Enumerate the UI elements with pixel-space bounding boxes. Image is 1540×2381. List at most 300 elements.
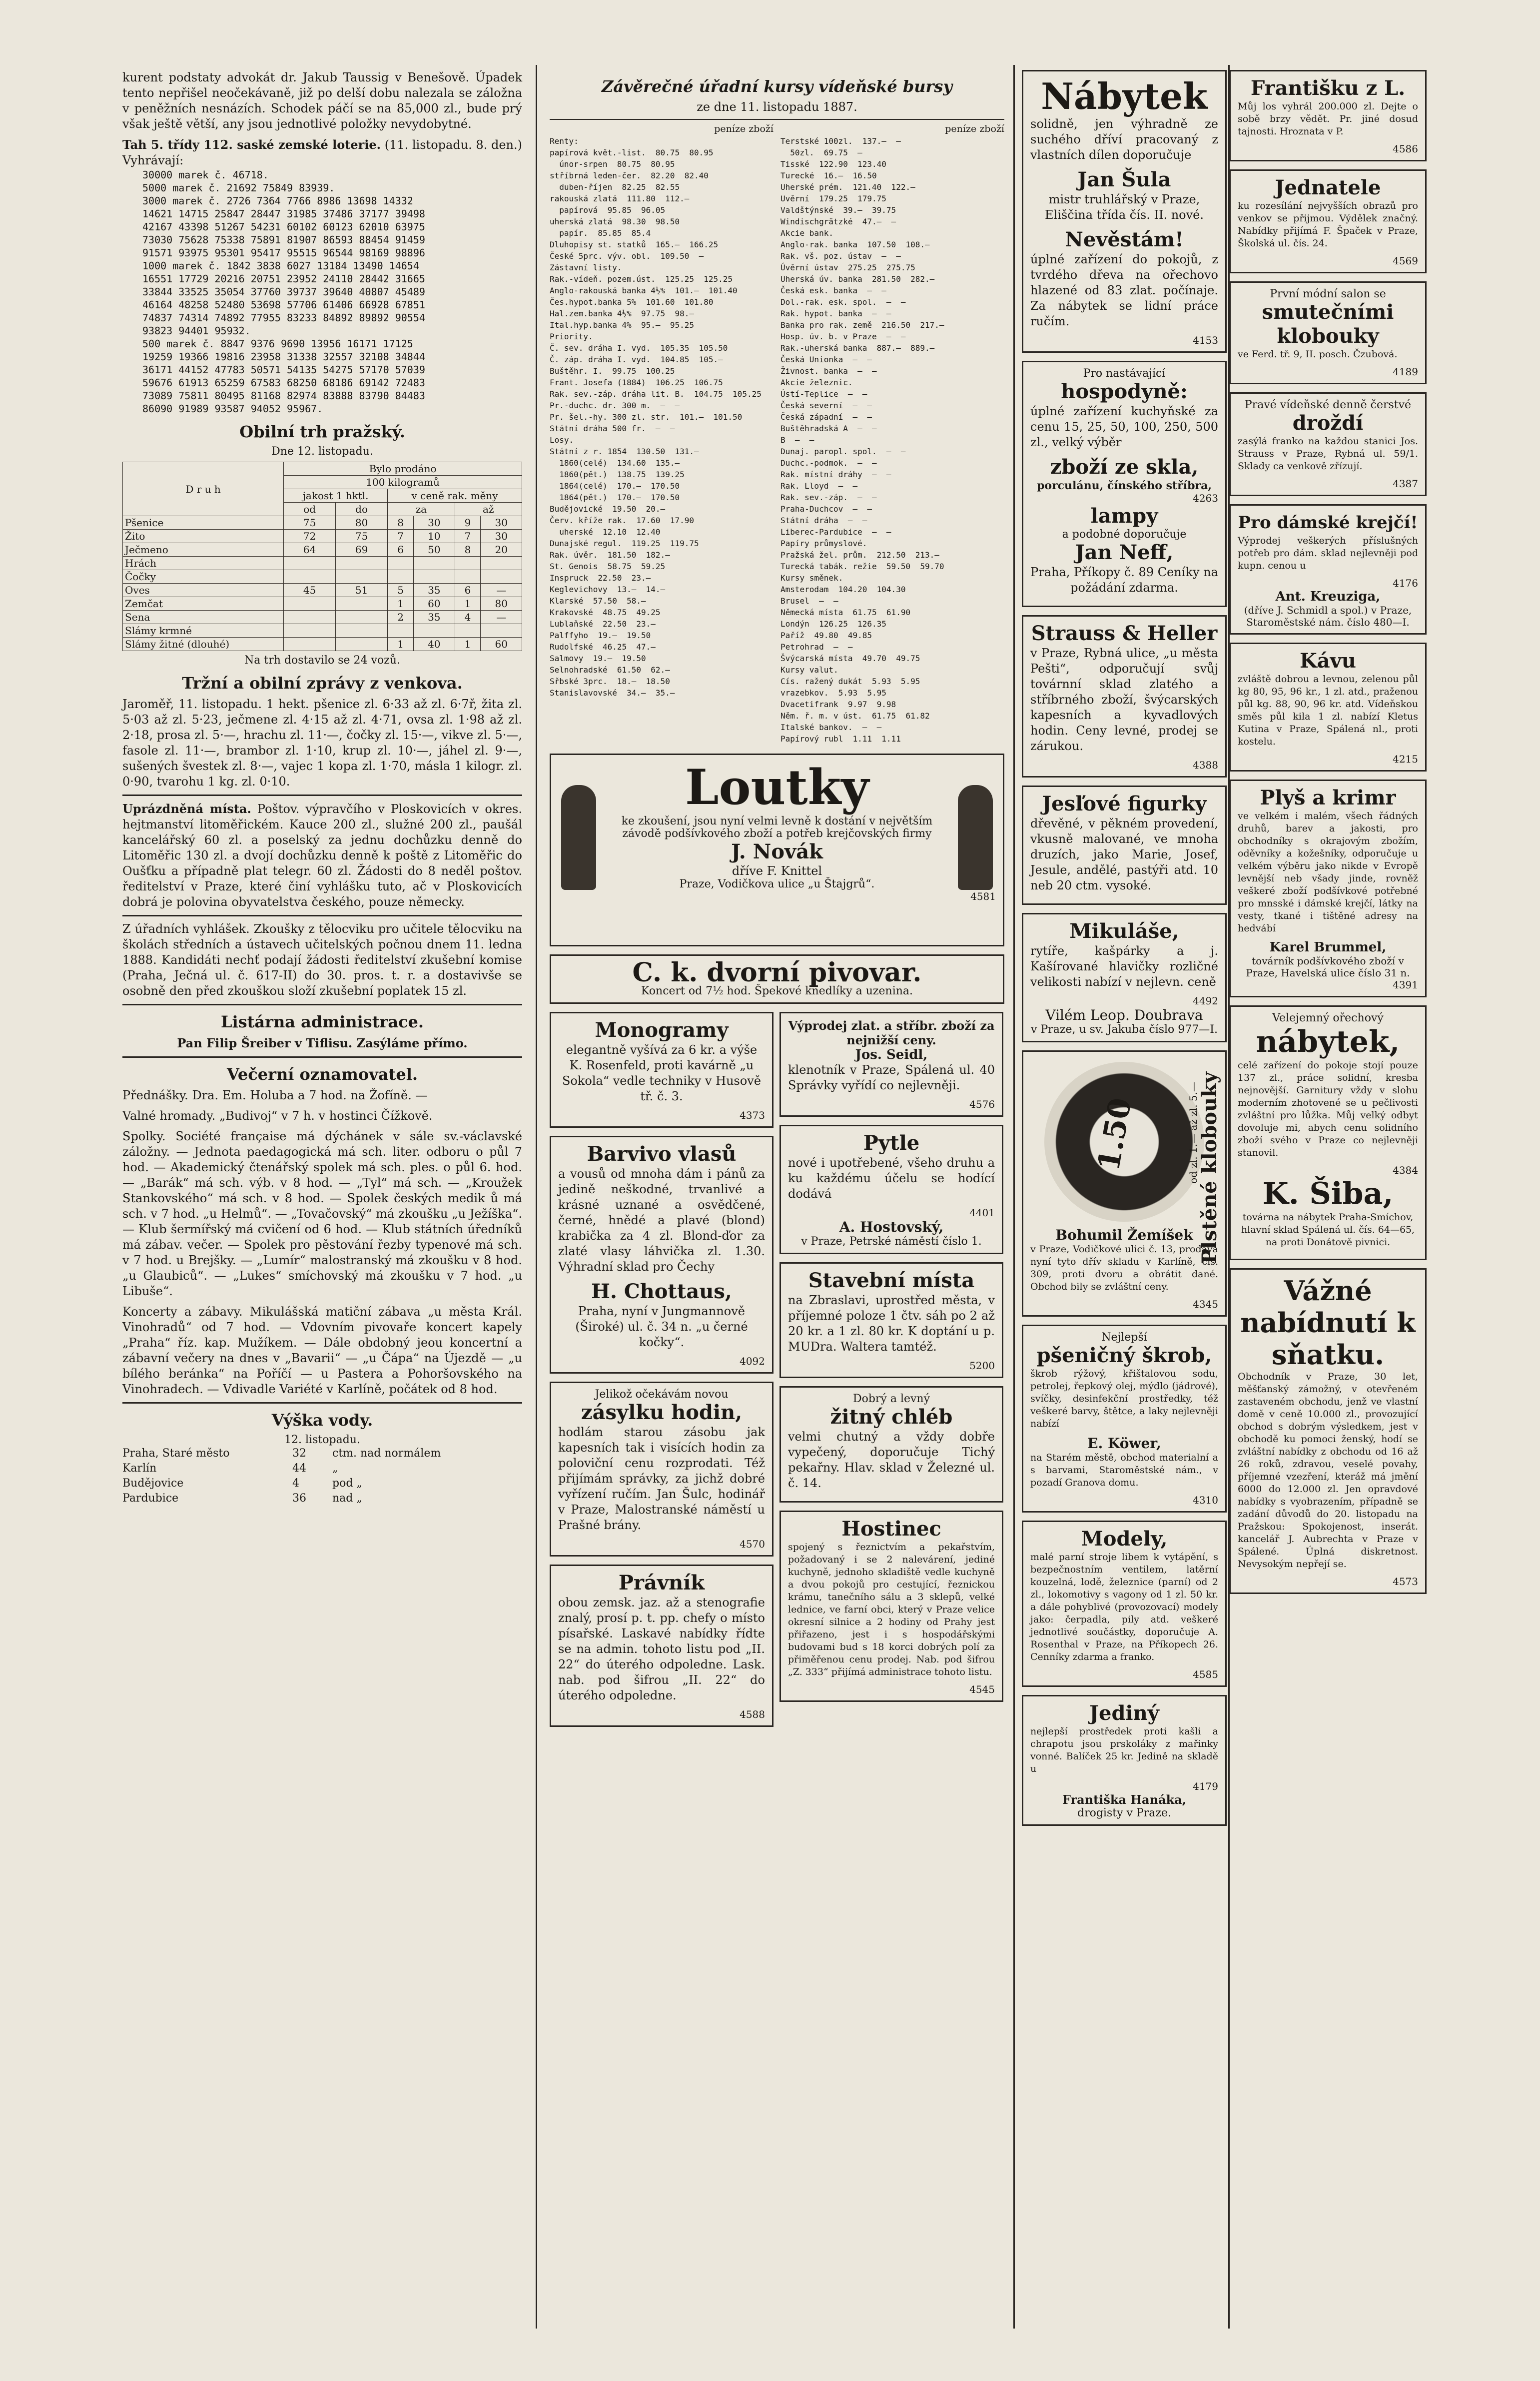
hospodyne-title: hospodyně: — [1061, 380, 1188, 403]
market-value-cell — [336, 557, 388, 570]
table-row — [123, 638, 522, 651]
water-place: Budějovice — [122, 1477, 184, 1490]
loutky-number: 4581 — [970, 890, 996, 902]
modely-number: 4585 — [1193, 1668, 1218, 1680]
pravnik-number: 4588 — [740, 1708, 765, 1720]
table-row — [123, 543, 522, 557]
notice-text: Z úřadních vyhlášek. Zkoušky z tělocviku pro učitele tělocviku na školách středních a ústavech učitelských počnou dnem 11. ledna 1888. Kandidáti nechť podají žádosti ředitelství zkušební komise (Praha, Ječná ul. č. 617-II) do 30. pros. t. r. a dostavivše se osobně den před zkouškou složí zkušební poplatek 15 zl. — [122, 922, 522, 998]
drozdi-text: zasýlá franko na každou stanici Jos. Strauss v Praze, Rybná ul. 59/1. Sklady ca venkově zřízují. — [1238, 436, 1418, 472]
exchange-head-money: peníze — [714, 123, 746, 134]
strauss-number: 4388 — [1193, 759, 1218, 771]
table-header-sold: Bylo prodáno — [284, 462, 522, 476]
nabytek-firm: Jan Šula — [1077, 168, 1171, 191]
market-value-cell: 2 — [388, 611, 414, 624]
plys-text: ve velkém i malém, všech řádných druhů, barev a jakosti, pro obchodníky s okrajovým zbožím, oděvníky a kožešníky, odporučuje u velkém výběru jako nikde v Evropě levnější neb všady jinde, rovněž veškeré zboží podšívkové potřebné pro mnsské i dámské krejčí, látky na vesty, tkané i tištěné adresy na hedvábí — [1238, 810, 1418, 934]
water-unit: pod „ — [332, 1477, 362, 1490]
market-value-cell: 64 — [284, 543, 336, 557]
market-value-cell: 75 — [284, 516, 336, 530]
hospodyne-title3: lampy — [1090, 504, 1158, 528]
market-value-cell: 7 — [455, 530, 481, 543]
evening-title: Večerní oznamovatel. — [227, 1065, 418, 1084]
market-value-cell: 35 — [414, 584, 455, 597]
country-title: Tržní a obilní zprávy z venkova. — [182, 674, 463, 693]
smutecni-pre: První módní salon se — [1270, 288, 1386, 300]
market-value-cell — [284, 570, 336, 584]
nabytek-title: Nábytek — [1041, 75, 1208, 117]
market-kind-cell: Zemčat — [123, 597, 284, 611]
water-date: 12. listopadu. — [284, 1434, 360, 1446]
lottery-subtitle: (11. listopadu. 8. den.) Vyhrávají: — [122, 138, 522, 167]
frantisek-text: Můj los vyhrál 200.000 zl. Dejte o sobě brzy vědět. Pr. jiné dosud tajnosti. Hroznata v P. — [1238, 101, 1418, 137]
table-row — [123, 530, 522, 543]
ad-pivovar — [550, 954, 1004, 1004]
market-value-cell — [455, 570, 481, 584]
market-value-cell — [336, 611, 388, 624]
ad-nabytek — [1022, 70, 1227, 353]
exchange-head-goods: zboží — [749, 123, 773, 134]
smutecni-title: smutečními klobouky — [1262, 300, 1394, 348]
hospodyne-number: 4263 — [1193, 492, 1218, 504]
frantisek-number: 4586 — [1393, 143, 1418, 155]
lottery-results: 30000 marek č. 46718. 5000 marek č. 21692 75849 83939. 3000 marek č. 2726 7364 7766 8986 13698 14332 14621 14715 25847 28447 31985 37486 37177 39498 42167 43398 51267 54231 60102 60123 62010 63975 73030 75628 75338 75891 81907 86593 88454 91459 91571 93975 95301 95417 95515 96544 98169 98896 1000 marek č. 1842 3838 6027 13184 13490 14654 16551 17729 20216 20751 23952 24110 28442 31665 33844 33525 35054 37760 39737 39640 40807 45489 46164 48258 52480 53698 57706 61406 66928 67851 74837 74314 74892 77955 83233 84892 89892 90554 93823 94401 95932. 500 marek č. 8847 9376 9690 13956 16171 17125 19259 19366 19816 23958 31338 32557 32108 34844 36171 44152 47783 50571 54135 54275 57170 57039 59676 61913 65259 67583 68250 68186 69142 72483 73089 75811 80495 81168 82974 83888 83790 84483 86090 91989 93587 94052 95967. — [142, 169, 425, 415]
ad-pytle — [779, 1125, 1003, 1254]
market-value-cell: 1 — [388, 597, 414, 611]
market-value-cell: 30 — [481, 530, 522, 543]
column-right-ads — [779, 1012, 1003, 1735]
stavebni-title: Stavební místa — [808, 1269, 975, 1292]
table-header-price: v ceně rak. měny — [388, 489, 522, 503]
column-rule — [536, 65, 537, 2329]
loutky-firm: J. Novák — [731, 840, 823, 863]
exchange-right: Terstské 100zl. 137.— — 50zl. 69.75 — Tisské 122.90 123.40 Turecké 16.— 16.50 Uherské prém. 121.40 122.— Uvěrní 179.25 179.75 Valdštýnské 39.— 39.75 Windischgrätzké 47.— — Akcie bank. Anglo-rak. banka 107.50 108.— Rak. vš. poz. ústav — — Úvěrní ústav 275.25 275.75 Uherská úv. banka 281.50 282.— Česká esk. banka — — Dol.-rak. esk. spol. — — Rak. hypot. banka — — Banka pro rak. země 216.50 217.— Hosp. úv. b. v Praze — — Rak.-uherská banka 887.— 889.— Česká Unionka — — Živnost. banka — — Akcie železnic. Ústí-Teplice — — Česká severní — — Česká západní — — Buštěhradská A — — B — — Dunaj. paropl. spol. — — Duchc.-podmok. — — Rak. místní dráhy — — Rak. Lloyd — — Rak. sev.-záp. — — Praha-Duchcov — — Státní dráha — — Liberec-Pardubice — — Papíry průmyslové. Pražská žel. prům. 212.50 213.— Turecká tabák. režie 59.50 59.70 Kursy směnek. Amsterodam 104.20 104.30 Brusel — — Německá místa 61.75 61.90 Londýn 126.25 126.35 Paříž 49.80 49.85 Petrohrad — — Švýcarská místa 49.70 49.75 Kursy valut. Cís. ražený dukát 5.93 5.95 vrazebkov. 5.93 5.95 Dvacetifrank 9.97 9.98 Něm. ř. m. v úst. 61.75 61.82 Italské bankov. — — Papírový rubl 1.11 1.11 — [780, 136, 944, 744]
market-value-cell: 45 — [284, 584, 336, 597]
jediny-address: drogisty v Praze. — [1077, 1807, 1171, 1819]
snatek-number: 4573 — [1393, 1576, 1418, 1587]
ad-mikulase — [1022, 913, 1227, 1042]
hospodyne-text: úplné zařízení kuchyňské za cenu 15, 25, 50, 100, 250, 500 zl., velký výběr — [1030, 404, 1218, 449]
ad-klobouky — [1022, 1050, 1227, 1317]
market-value-cell: 60 — [414, 597, 455, 611]
pytle-address: v Praze, Petrské náměstí číslo 1. — [801, 1235, 982, 1248]
skrob-text: škrob rýžový, křištalovou sodu, petrolej, řepkový olej, mýdlo (jádrové), svíčky, desinfekční prostředky, též veškeré barvy, štětce, a laky nejlevněji nabízí — [1030, 1368, 1218, 1429]
modely-text: malé parní stroje libem k vytápění, s bezpečnostním ventilem, latěrní kouzelná, lodě, železnice (parní) od 2 zl., lokomotivy s vagony od 1 zl. 50 kr. a dále pohyblivé (provozovací) modely jako: čerpadla, pily atd. veškeré jednotlivé součástky, doporučuje A. Rosenthal v Praze, na Příkopech 26. Cenníky zdarma a franko. — [1030, 1552, 1218, 1662]
ad-chleb — [779, 1386, 1003, 1503]
market-note: Na trh dostavilo se 24 vozů. — [244, 654, 400, 667]
exchange-title: Závěrečné úřadní kursy vídeňské bursy — [602, 77, 952, 96]
list-item: Přednášky. Dra. Em. Holuba a 7 hod. na Žofíně. — — [122, 1088, 428, 1102]
market-value-cell: 10 — [414, 530, 455, 543]
monogramy-number: 4373 — [740, 1109, 765, 1121]
table-row — [123, 624, 522, 638]
klobouky-text: v Praze, Vodičkové ulici č. 13, prodává nyní tyto dřív skladu v Karlíně, čís. 309, proti dvoru a obrátit dané. Obchod bily se zvláštní ceny. — [1030, 1244, 1218, 1292]
ad-strauss — [1022, 615, 1227, 778]
market-value-cell — [336, 638, 388, 651]
ad-plys — [1229, 780, 1427, 997]
market-value-cell: 1 — [455, 597, 481, 611]
ad-drozdi — [1229, 392, 1427, 496]
ad-skrob — [1022, 1325, 1227, 1513]
chleb-text: velmi chutný a vždy dobře vypečený, doporučuje Tichý pekařny. Hlav. sklad v Železné ul. č. 14. — [788, 1430, 995, 1490]
figurky-text: dřevěné, v pěkném provedení, vkusně malované, ve mnoha druzích, jako Marie, Josef, Jesule, andělé, pastýři atd. 10 neb 20 ctm. vysoké. — [1030, 816, 1218, 892]
water-place: Praha, Staré město — [122, 1447, 230, 1460]
market-value-cell: 8 — [388, 516, 414, 530]
jediny-number: 4179 — [1193, 1780, 1218, 1792]
ad-loutky — [550, 754, 1004, 946]
market-value-cell: 51 — [336, 584, 388, 597]
table-header-az: až — [455, 503, 522, 516]
drozdi-pre: Pravé vídeňské denně čerstvé — [1244, 399, 1412, 411]
market-value-cell — [455, 624, 481, 638]
ad-smutecni — [1229, 281, 1427, 384]
jediny-title: Jediný — [1089, 1701, 1159, 1725]
market-value-cell — [284, 638, 336, 651]
krejci-address: (dříve J. Schmidl a spol.) v Praze, Staroměstské nám. číslo 480—I. — [1244, 604, 1412, 628]
pivovar-text: Koncert od 7½ hod. Špekové knedlíky a uzenina. — [641, 985, 913, 997]
market-value-cell — [388, 557, 414, 570]
market-value-cell — [414, 557, 455, 570]
exchange-left: Renty: papírová květ.-list. 80.75 80.95 únor-srpen 80.75 80.95 stříbrná leden-čer. 82.20 82.40 duben-říjen 82.25 82.55 rakouská zlatá 111.80 112.— papírová 95.85 96.05 uherská zlatá 98.30 98.50 papír. 85.85 85.4 Dluhopisy st. statků 165.— 166.25 České 5prc. výv. obl. 109.50 — Zástavní listy. Rak.-vídeň. pozem.úst. 125.25 125.25 Anglo-rakouská banka 4½% 101.— 101.40 Čes.hypot.banka 5% 101.60 101.80 Hal.zem.banka 4½% 97.75 98.— Ital.hyp.banka 4% 95.— 95.25 Priority. Č. sev. dráha I. vyd. 105.35 105.50 Č. záp. dráha I. vyd. 104.85 105.— Buštěhr. I. 99.75 100.25 Frant. Josefa (1884) 106.25 106.75 Rak. sev.-záp. dráha lit. B. 104.75 105.25 Pr.-duchc. dr. 300 m. — — Pr. šel.-hy. 300 zl. str. 101.— 101.50 Státní dráha 500 fr. — — Losy. Státní z r. 1854 130.50 131.— 1860(celé) 134.60 135.— 1860(pět.) 138.75 139.25 1864(celé) 170.— 170.50 1864(pět.) 170.— 170.50 Budějovické 19.50 20.— Červ. kříže rak. 17.60 17.90 uherské 12.10 12.40 Dunajské regul. 119.25 119.75 Rak. úvěr. 181.50 182.— St. Genois 58.75 59.25 Inspruck 22.50 23.— Keglevichovy 13.— 14.— Klarské 57.50 58.— Krakovské 48.75 49.25 Lublaňské 22.50 23.— Palffyho 19.— 19.50 Rudolfské 46.25 47.— Salmovy 19.— 19.50 Selnohradské 61.50 62.— Sřbské 3prc. 18.— 18.50 Stanislavovské 34.— 35.— — [550, 136, 762, 698]
krejci-title: Pro dámské krejčí! — [1238, 513, 1418, 533]
frantisek-title: Františku z L. — [1250, 76, 1406, 100]
hospodyne-title2: zboží ze skla, — [1050, 455, 1199, 479]
ad-barvivo — [550, 1136, 773, 1374]
vacancy-text: Poštov. výpravčího v Ploskovicích v okres. hejtmanství litoměřickém. Kauce 200 zl., služné 200 zl., paušál kancelářský 60 zl. a poselský za jednu dochůzku denně do Litoměřic 130 zl. a dvojí dochůzku denně k poště z Litoměřic do Oušťku a případně plat telegr. 60 zl. Žádosti do 8 neděl poštov. ředitelství v Praze, které činí vyhlášku tuto, ač v Ploskovicích dobrá je polovina obyvatelstva českého, pouze německy. — [122, 802, 522, 909]
table-row — [123, 597, 522, 611]
monogramy-text: elegantně vyšívá za 6 kr. a výše K. Rosenfeld, proti kavárně „u Sokola“ vedle techniky v Husově tř. č. 3. — [562, 1043, 762, 1103]
pravnik-title: Právník — [618, 1571, 705, 1594]
divider — [122, 1402, 522, 1404]
stavebni-text: na Zbraslavi, uprostřed města, v příjemné poloze 1 čtv. sáh po 2 až 20 kr. a 1 zl. 80 kr. K doptání u p. MUDra. Waltera tamtéž. — [788, 1293, 995, 1354]
market-value-cell — [481, 624, 522, 638]
vyprodej-text: klenotník v Praze, Spálená ul. 40 Správky vyřídí co nejlevněji. — [788, 1063, 995, 1092]
loutky-text: ke zkoušení, jsou nyní velmi levně k dostání v největším závodě podšívkového zboží a potřeb krejčovských firmy — [621, 815, 933, 840]
ad-vyprodej — [779, 1012, 1003, 1117]
market-kind-cell: Čočky — [123, 570, 284, 584]
ad-hodiny — [550, 1382, 773, 1557]
klobouky-price: od zl. 1.— až zl. 5.— — [1187, 1082, 1199, 1184]
loutky-title: Loutky — [685, 759, 869, 815]
market-value-cell: 50 — [414, 543, 455, 557]
column-ads-3 — [1022, 70, 1227, 1834]
siba-title: K. Šiba, — [1262, 1176, 1394, 1211]
table-row — [123, 611, 522, 624]
market-value-cell — [481, 570, 522, 584]
list-item — [122, 1491, 522, 1506]
ad-orechovy — [1229, 1005, 1427, 1260]
list-item — [122, 1446, 522, 1461]
jediny-text: nejlepší prostředek proti kašli a chrapotu jsou prskoláky z mařinky vonné. Balíček 25 kr. Jedině na skladě u — [1030, 1726, 1218, 1774]
column-news — [122, 70, 522, 1506]
barvivo-number: 4092 — [740, 1355, 765, 1367]
market-value-cell: 80 — [481, 597, 522, 611]
barvivo-text: a vousů od mnoha dám i pánů za jedině neškodné, trvanlivé a krásné uznané a osvědčené, černé, hnědé a plavé (blond) krabička za 4 zl. Blond-ďor za zlaté vlasy láhvička zl. 1.30. Výhradní sklad pro Čechy — [558, 1167, 765, 1274]
plys-title: Plyš a krimr — [1260, 786, 1396, 809]
vyprodej-number: 4576 — [969, 1098, 995, 1110]
water-title: Výška vody. — [271, 1411, 373, 1430]
table-header-od: od — [284, 503, 336, 516]
market-value-cell — [284, 611, 336, 624]
market-value-cell — [414, 624, 455, 638]
vyprodej-firm: Jos. Seidl, — [855, 1047, 928, 1062]
column-ads-4 — [1229, 70, 1427, 1602]
modely-title: Modely, — [1081, 1527, 1168, 1551]
exchange-date: ze dne 11. listopadu 1887. — [697, 100, 857, 114]
smutecni-number: 4189 — [1393, 366, 1418, 378]
pytle-title: Pytle — [863, 1131, 920, 1155]
divider — [122, 794, 522, 796]
pytle-number: 4401 — [969, 1207, 995, 1219]
market-value-cell: 35 — [414, 611, 455, 624]
orechovy-pre: Velejemný ořechový — [1272, 1012, 1384, 1024]
market-value-cell: 6 — [388, 543, 414, 557]
chleb-title: žitný chléb — [830, 1405, 953, 1429]
nabytek-text: solidně, jen výhradně ze suchého dříví pracovaný z vlastních dílen doporučuje — [1030, 117, 1218, 162]
barvivo-address: Praha, nyní v Jungmannově (Široké) ul. č. 34 n. „u černé kočky“. — [575, 1304, 748, 1349]
chleb-pre: Dobrý a levný — [852, 1393, 930, 1405]
nabytek-address: mistr truhlářský v Praze, Eliščina třída čís. II. nové. — [1045, 192, 1204, 222]
market-value-cell — [481, 557, 522, 570]
column-rule — [1013, 65, 1015, 2329]
hodiny-text: hodlám starou zásobu jak kapesních tak i visících hodin za poloviční cenu rozprodati. Též přijímám správky, za jichž dobré vyřízení ručím. Jan Šulc, hodinář v Praze, Malostranské náměstí u Prašné brány. — [558, 1425, 765, 1532]
orechovy-text: celé zařízení do pokoje stojí pouze 137 zl., práce solidní, kresba nejnovější. Garnitury vždy v slohu moderním zhotovené se u pečlivosti zvláštní pro lůžka. Můj velký odbyt dovoluje mi, abych cenu solidního zboží svého v Praze co nejlevněji stanovil. — [1238, 1060, 1418, 1158]
market-value-cell — [284, 624, 336, 638]
market-value-cell — [388, 624, 414, 638]
list-item — [122, 1461, 522, 1476]
admin-title: Listárna administrace. — [220, 1012, 424, 1031]
jednatele-title: Jednatele — [1275, 176, 1381, 199]
column-exchange — [550, 70, 1004, 1735]
orechovy-number: 4384 — [1393, 1164, 1418, 1176]
market-kind-cell: Ječmeno — [123, 543, 284, 557]
market-kind-cell: Pšenice — [123, 516, 284, 530]
market-kind-cell: Oves — [123, 584, 284, 597]
mikulase-title: Mikuláše, — [1069, 919, 1179, 943]
market-value-cell: 72 — [284, 530, 336, 543]
water-unit: „ — [332, 1462, 338, 1475]
list-item — [122, 1476, 522, 1491]
divider — [122, 915, 522, 916]
market-value-cell: 80 — [336, 516, 388, 530]
water-value: 44 — [292, 1462, 306, 1475]
market-value-cell: 7 — [388, 530, 414, 543]
ad-figurky — [1022, 786, 1227, 905]
siba-text: továrna na nábytek Praha-Smíchov, hlavní sklad Spálená ul. čís. 64—65, na proti Donátově pivnici. — [1241, 1212, 1415, 1248]
hat-price-badge: 1.50 — [1091, 1095, 1139, 1174]
market-value-cell: 40 — [414, 638, 455, 651]
mikulase-address: v Praze, u sv. Jakuba číslo 977—I. — [1031, 1023, 1218, 1036]
skrob-pre: Nejlepší — [1101, 1331, 1147, 1344]
skrob-number: 4310 — [1193, 1494, 1218, 1506]
market-kind-cell: Slámy žitné (dlouhé) — [123, 638, 284, 651]
hospodyne-pre: Pro nastávající — [1083, 367, 1166, 380]
ad-jediny — [1022, 1695, 1227, 1826]
market-value-cell — [336, 624, 388, 638]
market-value-cell — [414, 570, 455, 584]
orechovy-title: nábytek, — [1256, 1024, 1400, 1059]
market-value-cell: — — [481, 611, 522, 624]
stavebni-number: 5200 — [969, 1360, 995, 1372]
table-row — [123, 557, 522, 570]
pytle-text: nové i upotřebené, všeho druhu a ku každému účelu se hodící dodává — [788, 1156, 995, 1201]
market-value-cell — [284, 597, 336, 611]
ad-jednatele — [1229, 169, 1427, 273]
table-row — [123, 584, 522, 597]
table-header-do: do — [336, 503, 388, 516]
list-item: Valné hromady. „Budivoj“ v 7 h. v hostinci Čížkově. — [122, 1109, 433, 1123]
water-value: 36 — [292, 1492, 306, 1505]
market-kind-cell: Sena — [123, 611, 284, 624]
market-value-cell: 8 — [455, 543, 481, 557]
loutky-was: dříve F. Knittel — [732, 864, 822, 878]
kavu-title: Kávu — [1299, 649, 1356, 673]
jediny-firm: Františka Hanáka, — [1062, 1792, 1187, 1807]
market-value-cell — [336, 570, 388, 584]
loutky-address: Praze, Vodičkova ulice „u Štajgrů“. — [679, 878, 875, 890]
market-value-cell: 30 — [414, 516, 455, 530]
strauss-title: Strauss & Heller — [1031, 622, 1218, 645]
hospodyne-sub: porculánu, čínského stříbra, — [1036, 479, 1212, 492]
hospodyne-firm: Jan Neff, — [1075, 541, 1174, 564]
exchange-head-goods: zboží — [979, 123, 1004, 134]
krejci-firm: Ant. Kreuziga, — [1275, 589, 1381, 604]
vyprodej-title: Výprodej zlat. a stříbr. zboží za nejnižší ceny. — [788, 1018, 995, 1047]
water-unit: ctm. nad normálem — [332, 1447, 441, 1460]
hospodyne-address: Praha, Příkopy č. 89 Ceníky na požádání zdarma. — [1030, 565, 1218, 595]
jednatele-text: ku rozesílání nejvyšších obrazů pro venkov se přijmou. Výdělek značný. Nabídky přijímá F. Špaček v Praze, Školská ul. čís. 24. — [1238, 200, 1418, 249]
evening-list — [122, 1088, 522, 1397]
figurky-title: Jesľové figurky — [1042, 792, 1207, 815]
exchange-table — [550, 119, 1004, 745]
market-value-cell: 69 — [336, 543, 388, 557]
drozdi-number: 4387 — [1393, 478, 1418, 490]
divider — [122, 1004, 522, 1005]
skrob-title: pšeničný škrob, — [1036, 1344, 1212, 1367]
nabytek-number: 4153 — [1193, 334, 1218, 346]
market-value-cell: — — [481, 584, 522, 597]
market-table — [122, 462, 522, 651]
vacancy-title: Uprázdněná místa. — [122, 801, 251, 816]
strauss-text: v Praze, Rybná ulice, „u města Pešti“, odporučují svůj továrnní sklad zlatého a stříbrného zboží, švýcarských kapesních a kyvadlových hodin. Ceny levné, prodej se zárukou. — [1030, 646, 1218, 753]
market-value-cell — [336, 597, 388, 611]
market-kind-cell: Hrách — [123, 557, 284, 570]
hodiny-number: 4570 — [740, 1538, 765, 1550]
market-value-cell — [284, 557, 336, 570]
jednatele-number: 4569 — [1393, 255, 1418, 267]
market-kind-cell: Slámy krmné — [123, 624, 284, 638]
krejci-text: Výprodej veškerých příslušných potřeb pro dám. sklad nejlevněji pod kupn. cenou u — [1238, 535, 1418, 571]
admin-text: Pan Filip Šreiber v Tiflisu. Zasýláme přímo. — [177, 1036, 468, 1050]
hostinec-number: 4545 — [969, 1683, 995, 1695]
bankruptcy-article: kurent podstaty advokát dr. Jakub Taussig v Benešově. Úpadek tento nepřišel neočekávaně, již po delší dobu nalezala se záložna v peněžních nesnázích. Schodek páčí se na 85,000 zl., bude prý však ještě větší, any jsou jednotlivé položky nevydobytné. — [122, 70, 522, 131]
hostinec-title: Hostinec — [841, 1517, 941, 1541]
plys-firm: Karel Brummel, — [1269, 940, 1387, 955]
market-value-cell: 4 — [455, 611, 481, 624]
market-value-cell — [455, 557, 481, 570]
ad-modely — [1022, 1521, 1227, 1687]
lottery-title: Tah 5. třídy 112. saské zemské loterie. — [122, 137, 381, 152]
hostinec-text: spojený s řeznictvím a pekařstvím, požadovaný i se 2 nalevárení, jediné kuchyně, jednoho skladiště vedle kuchyně a dvou pokojů pro cestující, řeznickou krámu, tanečního sálu a 3 sklepů, velké lednice, ve farní obci, který v Praze velice okresní silnice a 2 hodiny od Prahy jest přiřazeno, jest i s hospodářskými budovami bud s 18 korci dobrých polí za přiměřenou cenu prodej. Nab. pod šifrou „Z. 333“ přijímá administrace tohoto listu. — [788, 1542, 995, 1677]
market-value-cell: 75 — [336, 530, 388, 543]
water-unit: nad „ — [332, 1492, 362, 1505]
list-item: Koncerty a zábavy. Mikulášská matiční zábava „u města Král. Vinohradů“ od 7 hod. — Vdovním pivovaře koncert kapely „Praha“ říz. kap. Mužíkem. — Dále obdobný jeou koncertní a zábavní večery na dnes v „Bavarii“ — „u Čápa“ na Újezdě — „u bílého beránka“ na Poříčí — u Pastera a Pohoršovského na Vinohradech. — Vdivadle Variété v Karlíně, počátek od 8 hod. — [122, 1305, 522, 1396]
klobouky-number: 4345 — [1193, 1298, 1218, 1310]
mikulase-firm: Vilém Leop. Doubrava — [1045, 1007, 1203, 1023]
ad-hospodyne — [1022, 361, 1227, 607]
plys-address: továrník podšívkového zboží v Praze, Havelská ulice číslo 31 n. — [1246, 955, 1410, 979]
barvivo-title: Barvivo vlasů — [587, 1142, 737, 1166]
market-value-cell: 9 — [455, 516, 481, 530]
monogramy-title: Monogramy — [595, 1018, 729, 1042]
water-place: Karlín — [122, 1462, 157, 1475]
market-kind-cell: Žito — [123, 530, 284, 543]
smutecni-text: ve Ferd. tř. 9, II. posch. Čzubová. — [1238, 349, 1398, 360]
column-left-ads — [550, 1012, 773, 1735]
table-header-kind: D r u h — [123, 462, 284, 516]
pivovar-title: C. k. dvorní pivovar. — [632, 957, 922, 988]
market-value-cell: 6 — [455, 584, 481, 597]
table-row — [123, 516, 522, 530]
water-place: Pardubice — [122, 1492, 179, 1505]
klobouky-firm: Bohumil Žemíšek — [1055, 1227, 1193, 1243]
pytle-firm: A. Hostovský, — [839, 1219, 944, 1235]
mannequin-icon — [561, 785, 596, 890]
mikulase-text: rytíře, kašpárky a j. Kašírované hlavičky rozličné velikosti nabízí v nejlevn. ceně — [1030, 944, 1218, 989]
market-value-cell: 20 — [481, 543, 522, 557]
market-value-cell: 5 — [388, 584, 414, 597]
barvivo-firm: H. Chottaus, — [591, 1280, 732, 1303]
ad-pravnik — [550, 1565, 773, 1727]
plys-number: 4391 — [1393, 979, 1418, 991]
mannequin-icon — [958, 785, 993, 890]
country-text: Jaroměř, 11. listopadu. 1 hekt. pšenice zl. 6·33 až zl. 6·7ř, žita zl. 5·03 až zl. 5·23, ječmene zl. 4·15 až zl. 4·71, ovsa zl. 1·98 až zl. 2·18, prosa zl. 5·—, hrachu zl. 11·—, čočky zl. 15·—, vikve zl. 5·—, fasole zl. 11·—, brambor zl. 1·10, krup zl. 10·—, jáhel zl. 9·—, sušených švestek zl. 8·—, vajec 1 kopa zl. 1·70, másla 1 kilogr. zl. 0·90, tvarohu 1 kg. zl. 0·10. — [122, 697, 522, 789]
kavu-text: zvláště dobrou a levnou, zelenou půl kg 80, 95, 96 kr., 1 zl. atd., praženou půl kg. 88, 90, 96 kr. atd. Vídeňskou směs půl kila 1 zl. nabízí Kletus Kutina v Praze, Spálená nl., proti kostelu. — [1238, 674, 1418, 747]
kavu-number: 4215 — [1393, 753, 1418, 765]
skrob-firm: E. Köwer, — [1087, 1435, 1161, 1452]
snatek-text: Obchodník v Praze, 30 let, měšťanský zámožný, v otevřeném zastaveném obchodu, jenž ve vlastní domě v ceně 10.000 zl., provozující obchod s dobrým výsledkem, jest v obchodě ku pomoci ženský, hodí se zvláštní nabídky z obchodu od 16 až 26 roků, zdravou, veselé povahy, příjemné vzezření, kteráž má jmění 6000 do 12.000 zl. Jen opravdové nabídky s vyobrazením, případně se zadání důvodů do 20. listopadu na Pražskou: Spokojenost, inserát. kancelář J. Aubrechta v Praze v Spálené. Úplná diskretnost. Nevysokým nepřejí se. — [1238, 1371, 1418, 1570]
divider — [122, 1056, 522, 1058]
market-value-cell: 1 — [388, 638, 414, 651]
list-item: Spolky. Société française má dýchánek v sále sv.-václavské záložny. — Jednota paedagogická má sch. liter. odboru o půl 7 hod. — Akademický čtenářský spolek má sch. ples. o půl 6. hod. — „Barák“ má sch. výb. v 8 hod. — „Tyl“ má sch. — „Kroužek Stankovského“ má sch. v 8 hod. — Spolek českých medik ů má sch. v 7 hod. „u Helmů“. — „Tovačovský“ má zkoušku „u Ježíška“. — Klub šermířský má cvičení od 6 hod. — Klub státních úředníků má zábav. večer. — Spolek pro pěstování řezby typenové má sch. v 7 hod. u Brejšky. — „Lumír“ malostranský má zkoušku v 8 hod. „u Glaubiců“. — „Lukes“ smíchovský má zkoušku v 7 hod. „u Libuše“. — [122, 1129, 522, 1298]
snatek-title: Vážné nabídnutí k sňatku. — [1240, 1275, 1416, 1371]
hodiny-pre: Jelikož očekávám novou — [595, 1388, 729, 1401]
pravnik-text: obou zemsk. jaz. až a stenografie znalý, prosí p. t. pp. chefy o místo písařské. Laskavé nabídky řídte se na admin. tohoto listu pod „II. 22“ do úterého odpoledne. Lask. nab. pod šifrou „II. 22“ do úterého odpoledne. — [558, 1595, 765, 1702]
hodiny-title: zásylku hodin, — [581, 1401, 743, 1424]
table-header-unit: 100 kilogramů — [284, 476, 522, 489]
water-value: 32 — [292, 1447, 306, 1460]
water-list — [122, 1446, 522, 1506]
water-value: 4 — [292, 1477, 299, 1490]
ad-stavebni — [779, 1262, 1003, 1378]
ad-snatek — [1229, 1268, 1427, 1594]
ad-monogramy — [550, 1012, 773, 1128]
market-table-body — [123, 516, 522, 651]
market-value-cell: 60 — [481, 638, 522, 651]
table-row — [123, 570, 522, 584]
klobouky-side-title: Plstěné klobouky — [1198, 1072, 1221, 1264]
ad-hostinec — [779, 1511, 1003, 1702]
hospodyne-text2: a podobné doporučuje — [1062, 528, 1187, 541]
market-value-cell: 30 — [481, 516, 522, 530]
market-date: Dne 12. listopadu. — [271, 445, 373, 458]
nabytek-text2: úplné zařízení do pokojů, z tvrdého dřeva na ořechovo hlazené od 83 zlat. počínaje. Za nábytek se lidní práce ručím. — [1030, 252, 1218, 328]
market-title: Obilní trh pražský. — [239, 422, 405, 441]
mikulase-number: 4492 — [1193, 995, 1218, 1007]
exchange-head-money: peníze — [945, 123, 977, 134]
ad-kavu — [1229, 643, 1427, 772]
drozdi-title: droždí — [1292, 411, 1364, 435]
table-header-za: za — [388, 503, 455, 516]
ad-krejci — [1229, 504, 1427, 635]
